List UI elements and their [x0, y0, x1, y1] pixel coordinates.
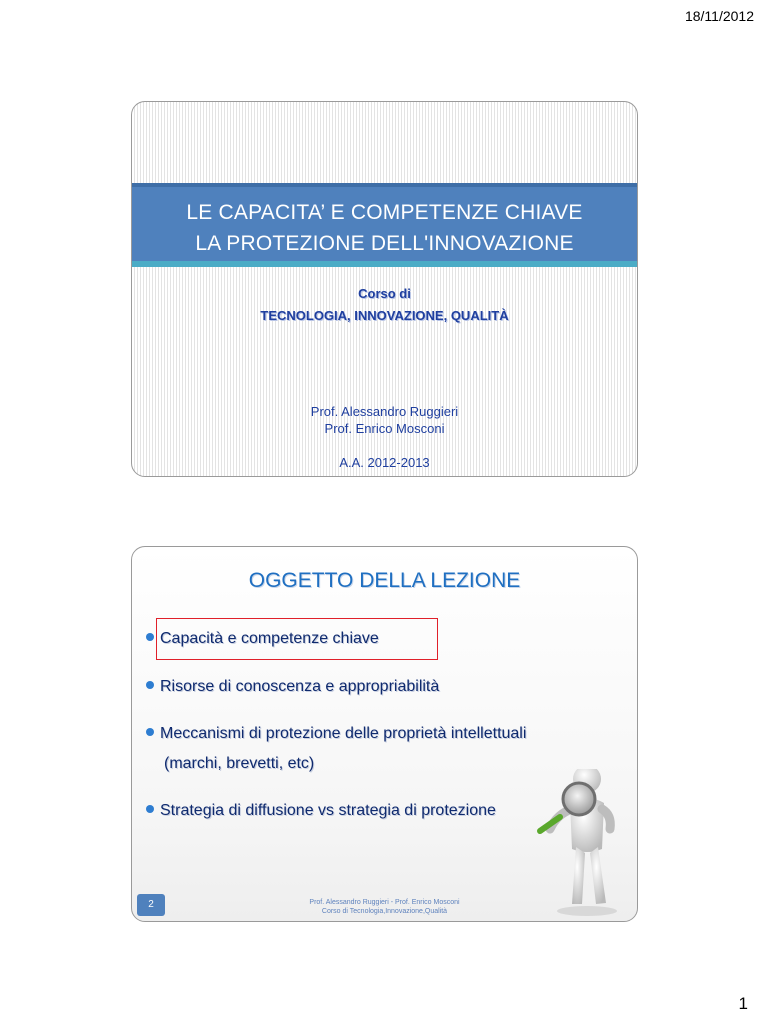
- slide-title-line-1: LE CAPACITA’ E COMPETENZE CHIAVE: [186, 201, 583, 224]
- footer-line-2: Corso di Tecnologia,Innovazione,Qualità: [321, 908, 448, 915]
- bullet-item: [146, 725, 526, 743]
- bullet-dot-icon: [146, 805, 154, 813]
- bullet-dot-icon: [146, 681, 154, 689]
- bullet-text: Capacità e competenze chiave: [160, 630, 379, 647]
- academic-year: A.A. 2012-2013: [339, 455, 430, 470]
- course-label: Corso di: [358, 286, 411, 301]
- bullet-continuation: (marchi, brevetti, etc): [164, 755, 315, 772]
- slide-1-title: [131, 101, 638, 477]
- magnifier-figure-icon: [532, 769, 637, 919]
- bullet-text: Meccanismi di protezione delle proprietà intellettuali: [160, 725, 527, 742]
- footer-line-1: Prof. Alessandro Ruggieri - Prof. Enrico Mosconi: [309, 899, 460, 906]
- page-number: 1: [738, 994, 748, 1013]
- bullet-text: Risorse di conoscenza e appropriabilità: [160, 678, 440, 695]
- bullet-dot-icon: [146, 728, 154, 736]
- professor-1: Prof. Alessandro Ruggieri: [310, 404, 459, 419]
- slide-title-line-2: LA PROTEZIONE DELL'INNOVAZIONE: [195, 232, 574, 255]
- title-band: [132, 183, 637, 267]
- bullet-dot-icon: [146, 633, 154, 641]
- bullet-text: Strategia di diffusione vs strategia di protezione: [160, 802, 496, 819]
- slide-number-badge: 2: [137, 894, 165, 916]
- header-date: 18/11/2012: [684, 8, 754, 24]
- bullet-item: [146, 678, 439, 696]
- course-name: TECNOLOGIA, INNOVAZIONE, QUALITÀ: [260, 308, 509, 323]
- slide-2-outline: [131, 546, 638, 922]
- professor-2: Prof. Enrico Mosconi: [324, 421, 445, 436]
- slide-2-title: OGGETTO DELLA LEZIONE: [248, 569, 521, 592]
- bullet-item: [146, 630, 379, 648]
- bullet-item: [146, 802, 496, 820]
